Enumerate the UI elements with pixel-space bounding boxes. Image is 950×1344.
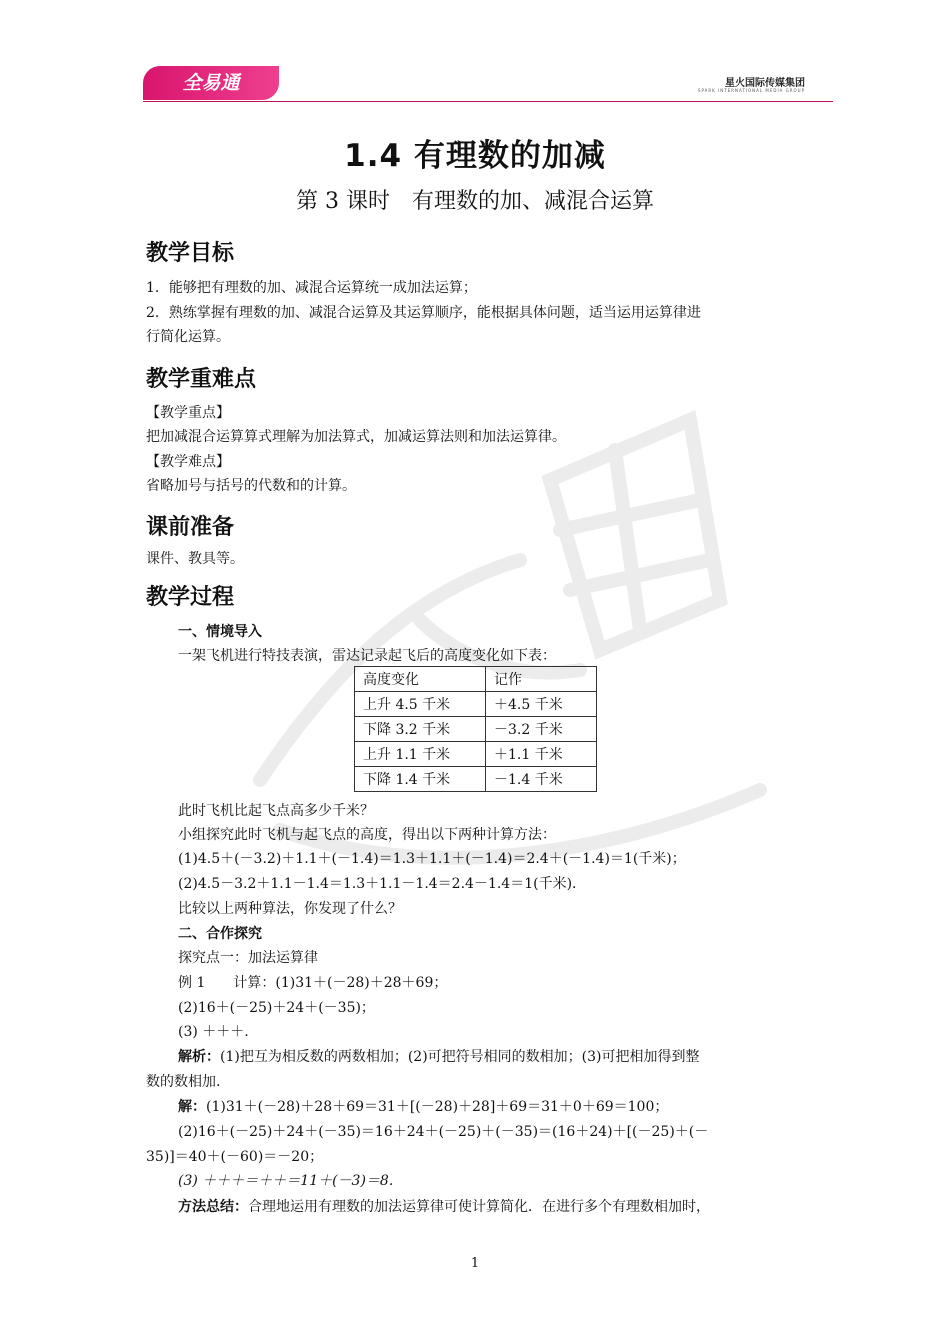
question-text: 小组探究此时飞机与起飞点的高度，得出以下两种计算方法： — [178, 827, 556, 843]
analysis-line — [178, 1046, 700, 1068]
solution-text: (1)31＋(－28)＋28＋69＝31＋[(－28)＋28]＋69＝31＋0＋69＝100； — [206, 1099, 669, 1115]
solution-label: 解： — [178, 1099, 206, 1115]
solution-line: 35)]＝40＋(－60)＝－20； — [146, 1149, 324, 1165]
method-1: (1)4.5＋(－3.2)＋1.1＋(－1.4)＝1.3＋1.1＋(－1.4)＝2.4＋(－1.4)＝1(千米)； — [178, 851, 686, 867]
goal-line: 行简化运算。 — [146, 329, 230, 345]
question-text: 比较以上两种算法，你发现了什么？ — [178, 901, 402, 917]
altitude-table — [354, 666, 597, 792]
method-summary — [178, 1196, 710, 1218]
example-line: 例 1 计算：(1)31＋(－28)＋28＋69； — [178, 975, 448, 991]
table-cell: －1.4 千米 — [486, 767, 597, 792]
table-cell: 下降 3.2 千米 — [355, 717, 486, 742]
heading-prep: 课前准备 — [146, 515, 235, 540]
table-header: 记作 — [486, 667, 597, 692]
table-cell: 下降 1.4 千米 — [355, 767, 486, 792]
table-row — [355, 717, 597, 742]
goal-line: 1．能够把有理数的加、减混合运算统一成加法运算； — [146, 280, 477, 296]
solution-line: (2)16＋(－25)＋24＋(－35)＝16＋24＋(－25)＋(－35)＝(16＋24)＋[(－25)＋(－ — [178, 1124, 709, 1140]
brand-name: 星火国际传媒集团 — [725, 78, 805, 89]
analysis-label: 解析： — [178, 1049, 220, 1065]
page-number: 1 — [470, 1256, 480, 1271]
method-text: 合理地运用有理数的加法运算律可使计算简化．在进行多个有理数相加时， — [248, 1199, 710, 1215]
table-cell: ＋1.1 千米 — [486, 742, 597, 767]
part2-title: 二、合作探究 — [178, 926, 262, 942]
focus-label: 【教学重点】 — [146, 405, 230, 421]
logo: 全易通 — [143, 66, 279, 100]
example-line: (3) ＋＋＋. — [178, 1024, 249, 1040]
heading-process: 教学过程 — [146, 585, 235, 610]
analysis-text: (1)把互为相反数的两数相加；(2)可把符号相同的数相加；(3)可把相加得到整 — [220, 1049, 700, 1065]
brand-subtitle: SPARK INTERNATIONAL MEDIA GROUP — [697, 88, 805, 93]
table-cell: 上升 1.1 千米 — [355, 742, 486, 767]
intro-text: 一架飞机进行特技表演，雷达记录起飞后的高度变化如下表： — [178, 648, 556, 664]
table-row — [355, 767, 597, 792]
solution-line — [178, 1096, 668, 1118]
table-cell: －3.2 千米 — [486, 717, 597, 742]
table-row — [355, 692, 597, 717]
table-cell: 上升 4.5 千米 — [355, 692, 486, 717]
table-row — [355, 742, 597, 767]
analysis-continuation: 数的数相加. — [146, 1074, 221, 1090]
difficulty-label: 【教学难点】 — [146, 454, 230, 470]
goal-line: 2．熟练掌握有理数的加、减混合运算及其运算顺序，能根据具体问题，适当运用运算律进 — [146, 305, 701, 321]
part1-title: 一、情境导入 — [178, 624, 262, 640]
heading-key-points: 教学重难点 — [146, 367, 257, 392]
page-header — [143, 66, 833, 102]
explore-point: 探究点一：加法运算律 — [178, 950, 318, 966]
method-label: 方法总结： — [178, 1199, 248, 1215]
table-header-row — [355, 667, 597, 692]
prep-text: 课件、教具等。 — [146, 551, 244, 567]
lesson-subtitle: 第 3 课时 有理数的加、减混合运算 — [296, 189, 654, 214]
page-title: 1.4 有理数的加减 — [344, 138, 606, 174]
question-text: 此时飞机比起飞点高多少千米？ — [178, 803, 374, 819]
header-divider — [143, 101, 833, 102]
table-header: 高度变化 — [355, 667, 486, 692]
example-line: (2)16＋(－25)＋24＋(－35)； — [178, 1000, 375, 1016]
table-cell: ＋4.5 千米 — [486, 692, 597, 717]
heading-goals: 教学目标 — [146, 241, 235, 266]
solution-line: (3) ＋＋＋＝＋＋＝11＋(－3)＝8. — [178, 1173, 394, 1189]
focus-text: 把加减混合运算算式理解为加法算式，加减运算法则和加法运算律。 — [146, 429, 566, 445]
method-2: (2)4.5－3.2＋1.1－1.4＝1.3＋1.1－1.4＝2.4－1.4＝1(千米)． — [178, 876, 587, 892]
difficulty-text: 省略加号与括号的代数和的计算。 — [146, 478, 356, 494]
